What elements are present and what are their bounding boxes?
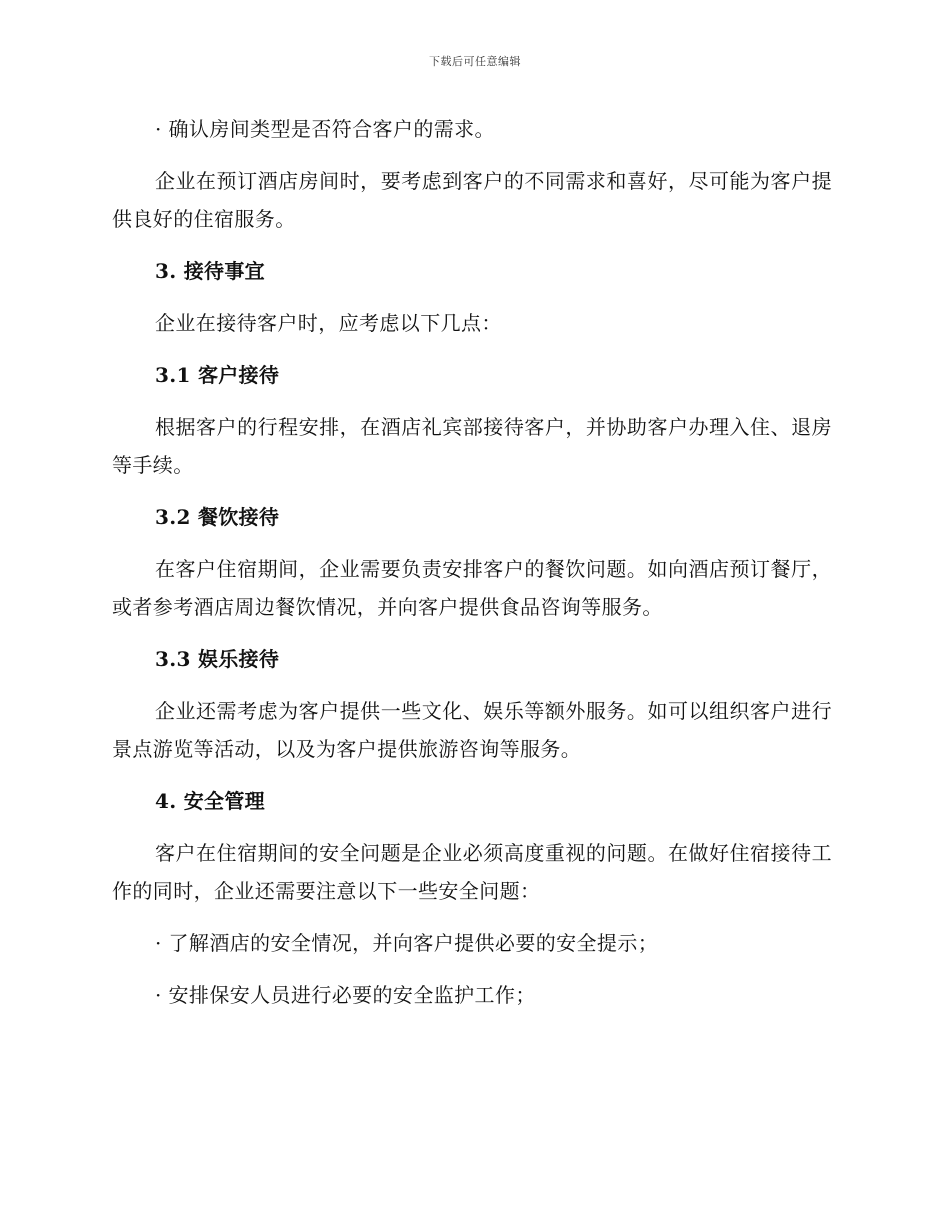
document-body: [112, 110, 832, 1014]
bullet-security-staff: · 安排保安人员进行必要的安全监护工作；: [155, 983, 536, 1007]
paragraph-customer-reception: 根据客户的行程安排，在酒店礼宾部接待客户，并协助客户办理入住、退房等手续。: [112, 415, 832, 477]
paragraph-reception-intro: 企业在接待客户时，应考虑以下几点：: [155, 311, 502, 335]
paragraph-entertainment-reception: 企业还需考虑为客户提供一些文化、娱乐等额外服务。如可以组织客户进行景点游览等活动，以及为客户提供旅游咨询等服务。: [112, 699, 832, 761]
section-heading-reception: 3. 接待事宜: [155, 259, 265, 283]
paragraph-room-booking: 企业在预订酒店房间时，要考虑到客户的不同需求和喜好，尽可能为客户提供良好的住宿服务。: [112, 169, 832, 231]
subheading-dining-reception: 3.2 餐饮接待: [155, 505, 280, 529]
page-header: 下载后可任意编辑: [429, 55, 521, 68]
paragraph-dining-reception: 在客户住宿期间，企业需要负责安排客户的餐饮问题。如向酒店预订餐厅，或者参考酒店周边餐饮情况，并向客户提供食品咨询等服务。: [112, 557, 832, 619]
paragraph-safety-intro: 客户在住宿期间的安全问题是企业必须高度重视的问题。在做好住宿接待工作的同时，企业还需要注意以下一些安全问题：: [112, 841, 832, 903]
section-heading-safety: 4. 安全管理: [155, 789, 265, 813]
subheading-entertainment-reception: 3.3 娱乐接待: [155, 647, 280, 671]
subheading-customer-reception: 3.1 客户接待: [155, 363, 280, 387]
bullet-hotel-safety: · 了解酒店的安全情况，并向客户提供必要的安全提示；: [155, 931, 659, 955]
bullet-room-type: · 确认房间类型是否符合客户的需求。: [155, 117, 495, 141]
